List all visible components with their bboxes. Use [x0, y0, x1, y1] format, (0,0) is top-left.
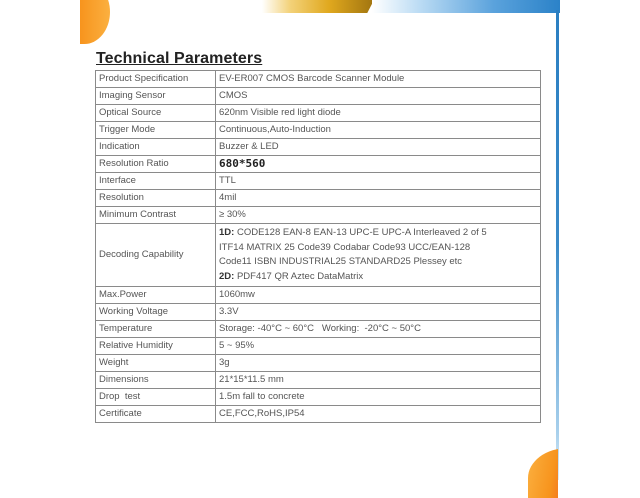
param-value: 1.5m fall to concrete: [216, 389, 541, 406]
param-name: Resolution Ratio: [96, 156, 216, 173]
param-value: TTL: [216, 173, 541, 190]
param-name: Indication: [96, 139, 216, 156]
table-row: [96, 207, 541, 224]
param-value: Buzzer & LED: [216, 139, 541, 156]
param-value: 1060mw: [216, 287, 541, 304]
decorative-orange-shape-bottom: [528, 448, 568, 498]
table-row: [96, 156, 541, 173]
param-name: Resolution: [96, 190, 216, 207]
param-name: Product Specification: [96, 71, 216, 88]
param-value-decoding: [216, 224, 541, 287]
table-row: [96, 355, 541, 372]
param-name: Temperature: [96, 321, 216, 338]
param-value: CE,FCC,RoHS,IP54: [216, 406, 541, 423]
page-title: Technical Parameters: [96, 50, 263, 67]
param-value: Continuous,Auto-Induction: [216, 122, 541, 139]
table-row: [96, 122, 541, 139]
param-name: Working Voltage: [96, 304, 216, 321]
decorative-gold-band: [262, 0, 374, 13]
decorative-top-band: [262, 0, 560, 13]
param-name: Drop test: [96, 389, 216, 406]
param-name: Weight: [96, 355, 216, 372]
table-row: [96, 224, 541, 287]
decoding-line-2: ITF14 MATRIX 25 Code39 Codabar Code93 UCC/EAN-128: [219, 241, 471, 253]
table-row: [96, 304, 541, 321]
table-row: [96, 406, 541, 423]
decorative-blue-band: [372, 0, 560, 13]
decoding-1d-line: [219, 226, 537, 241]
param-name: Certificate: [96, 406, 216, 423]
table-row: [96, 321, 541, 338]
table-row: [96, 139, 541, 156]
param-name: Relative Humidity: [96, 338, 216, 355]
param-value: CMOS: [216, 88, 541, 105]
param-value: 620nm Visible red light diode: [216, 105, 541, 122]
param-name: Trigger Mode: [96, 122, 216, 139]
table-row: [96, 338, 541, 355]
table-row: [96, 173, 541, 190]
param-value: 680*560: [216, 156, 541, 173]
label-2d: 2D:: [219, 270, 235, 282]
label-1d: 1D:: [219, 227, 235, 238]
param-value: 4mil: [216, 190, 541, 207]
table-row: [96, 71, 541, 88]
param-name: Minimum Contrast: [96, 207, 216, 224]
param-name: Imaging Sensor: [96, 88, 216, 105]
decoding-line-3: Code11 ISBN INDUSTRIAL25 STANDARD25 Plessey etc: [219, 256, 463, 267]
decorative-right-border: [556, 10, 559, 480]
param-value: EV-ER007 CMOS Barcode Scanner Module: [216, 71, 541, 88]
param-name: Decoding Capability: [96, 224, 216, 287]
param-value: 3.3V: [216, 304, 541, 321]
param-value: Storage: -40°C ~ 60°C Working: -20°C ~ 50°C: [216, 321, 541, 338]
table-row: [96, 389, 541, 406]
param-value: 5 ~ 95%: [216, 338, 541, 355]
param-name: Dimensions: [96, 372, 216, 389]
param-name: Optical Source: [96, 105, 216, 122]
decorative-orange-shape-top: [80, 0, 110, 44]
param-value: 21*15*11.5 mm: [216, 372, 541, 389]
table-row: [96, 190, 541, 207]
decoding-2d-text: PDF417 QR Aztec DataMatrix: [234, 270, 364, 282]
decoding-1d-text: CODE128 EAN-8 EAN-13 UPC-E UPC-A Interleaved 2 of 5: [234, 227, 487, 238]
param-value: 3g: [216, 355, 541, 372]
spec-table: [95, 70, 541, 423]
table-row: [96, 372, 541, 389]
table-row: [96, 287, 541, 304]
param-name: Max.Power: [96, 287, 216, 304]
param-name: Interface: [96, 173, 216, 190]
table-row: [96, 105, 541, 122]
param-value: ≥ 30%: [216, 207, 541, 224]
table-row: [96, 88, 541, 105]
decoding-2d-line: [219, 270, 537, 285]
